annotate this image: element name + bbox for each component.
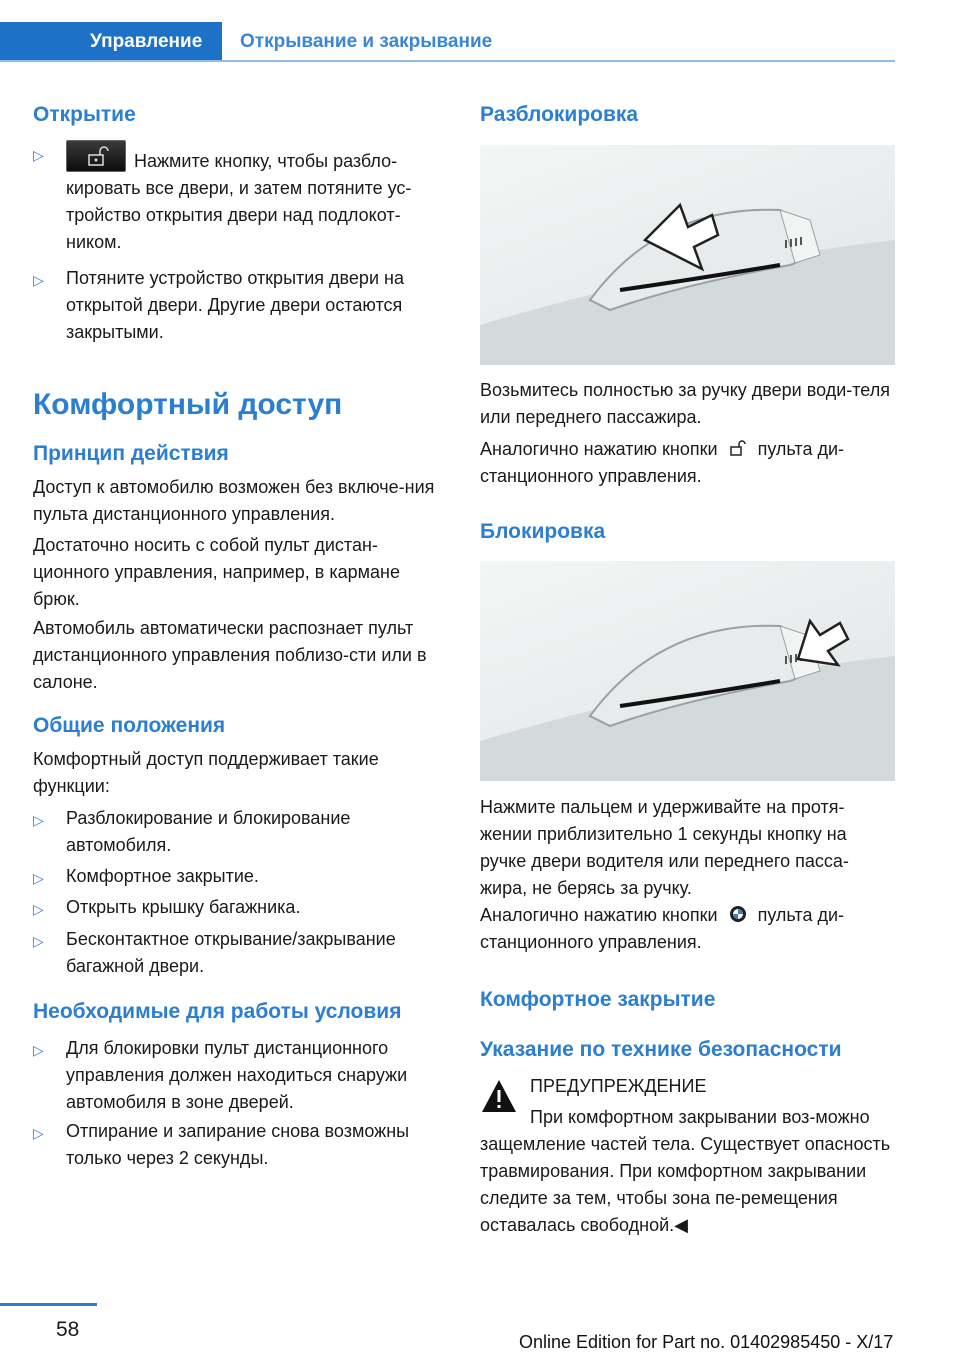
function-item-text: Комфортное закрытие. <box>66 866 259 886</box>
list-item <box>33 265 450 346</box>
paragraph: Нажмите пальцем и удерживайте на протя-жении приблизительно 1 секунды кнопку на ручке двери водителя или переднего пасса-жира, не берясь за ручку. <box>480 797 849 898</box>
unlock-key-icon <box>723 436 753 463</box>
footer-divider <box>0 1303 97 1306</box>
list-item <box>33 140 450 256</box>
list-item <box>33 894 450 921</box>
bullet-triangle-icon: ▷ <box>33 933 44 949</box>
paragraph: Автомобиль автоматически распознает пульт дистанционного управления поблизо-сти или в салоне. <box>33 618 427 692</box>
heading-principle: Принцип действия <box>33 442 229 465</box>
heading-general: Общие положения <box>33 714 226 737</box>
door-handle-lock-image <box>480 561 895 781</box>
open-item-2-text: Потяните устройство открытия двери на открытой двери. Другие двери остаются закрытыми. <box>66 268 404 342</box>
unlock-button-icon <box>66 140 126 172</box>
bullet-triangle-icon: ▷ <box>33 1042 44 1058</box>
list-item <box>33 805 450 859</box>
door-handle-unlock-image <box>480 145 895 365</box>
paragraph: Возьмитесь полностью за ручку двери води-теля или переднего пассажира. <box>480 380 890 427</box>
condition-item-text: Отпирание и запирание снова возможны только через 2 секунды. <box>66 1121 410 1168</box>
open-item-1-text: Нажмите кнопку, чтобы разбло-кировать все двери, и затем потяните ус-тройство открытия двери над подлокот-ником. <box>66 151 412 252</box>
paragraph <box>480 436 895 490</box>
page-number: 58 <box>56 1318 80 1341</box>
tab-open-close[interactable]: Открывание и закрывание <box>240 31 493 52</box>
bullet-triangle-icon: ▷ <box>33 1125 44 1141</box>
list-item <box>33 1118 450 1172</box>
paragraph: Комфортный доступ поддерживает такие функции: <box>33 749 379 796</box>
bullet-triangle-icon: ▷ <box>33 901 44 917</box>
paragraph: Достаточно носить с собой пульт дистан-ционного управления, например, в кармане брюк. <box>33 535 400 609</box>
list-item <box>33 863 450 890</box>
heading-comfort-access: Комфортный доступ <box>33 388 343 421</box>
lock-text-b: пульта ди-станционного управления. <box>480 905 845 952</box>
bullet-triangle-icon: ▷ <box>33 272 44 288</box>
function-item-text: Открыть крышку багажника. <box>66 897 301 917</box>
function-item-text: Бесконтактное открывание/закрывание багажной двери. <box>66 929 396 976</box>
tab-control[interactable]: Управление <box>0 22 222 60</box>
heading-open: Открытие <box>33 103 136 126</box>
unlock-text-a: Аналогично нажатию кнопки <box>480 439 718 459</box>
condition-item-text: Для блокировки пульт дистанционного управления должен находиться снаружи автомобиля в зоне дверей. <box>66 1038 408 1112</box>
bullet-triangle-icon: ▷ <box>33 870 44 886</box>
paragraph <box>480 902 895 956</box>
header-tabs <box>0 22 895 60</box>
warning-text: При комфортном закрывании воз-можно защемление частей тела. Существует опасность травмирования. При комфортном закрывании следите за тем, чтобы зона пе-ремещения оставалась свободной.◀ <box>480 1107 891 1235</box>
bullet-triangle-icon: ▷ <box>33 812 44 828</box>
lock-key-icon <box>723 902 753 929</box>
function-item-text: Разблокирование и блокирование автомобиля. <box>66 808 351 855</box>
warning-title: ПРЕДУПРЕЖДЕНИЕ <box>530 1076 707 1096</box>
heading-lock: Блокировка <box>480 520 606 543</box>
header-divider <box>0 60 895 62</box>
unlock-text-b: пульта ди-станционного управления. <box>480 439 845 486</box>
heading-comfort-close: Комфортное закрытие <box>480 988 716 1011</box>
list-item <box>33 926 450 980</box>
heading-safety: Указание по технике безопасности <box>480 1038 842 1061</box>
footer-edition: Online Edition for Part no. 01402985450 - X/17 <box>519 1332 894 1352</box>
heading-conditions: Необходимые для работы условия <box>33 1000 402 1023</box>
heading-unlock: Разблокировка <box>480 103 639 126</box>
paragraph: Доступ к автомобилю возможен без включе-ния пульта дистанционного управления. <box>33 477 435 524</box>
bullet-triangle-icon: ▷ <box>33 147 44 163</box>
lock-text-a: Аналогично нажатию кнопки <box>480 905 718 925</box>
list-item <box>33 1035 450 1116</box>
